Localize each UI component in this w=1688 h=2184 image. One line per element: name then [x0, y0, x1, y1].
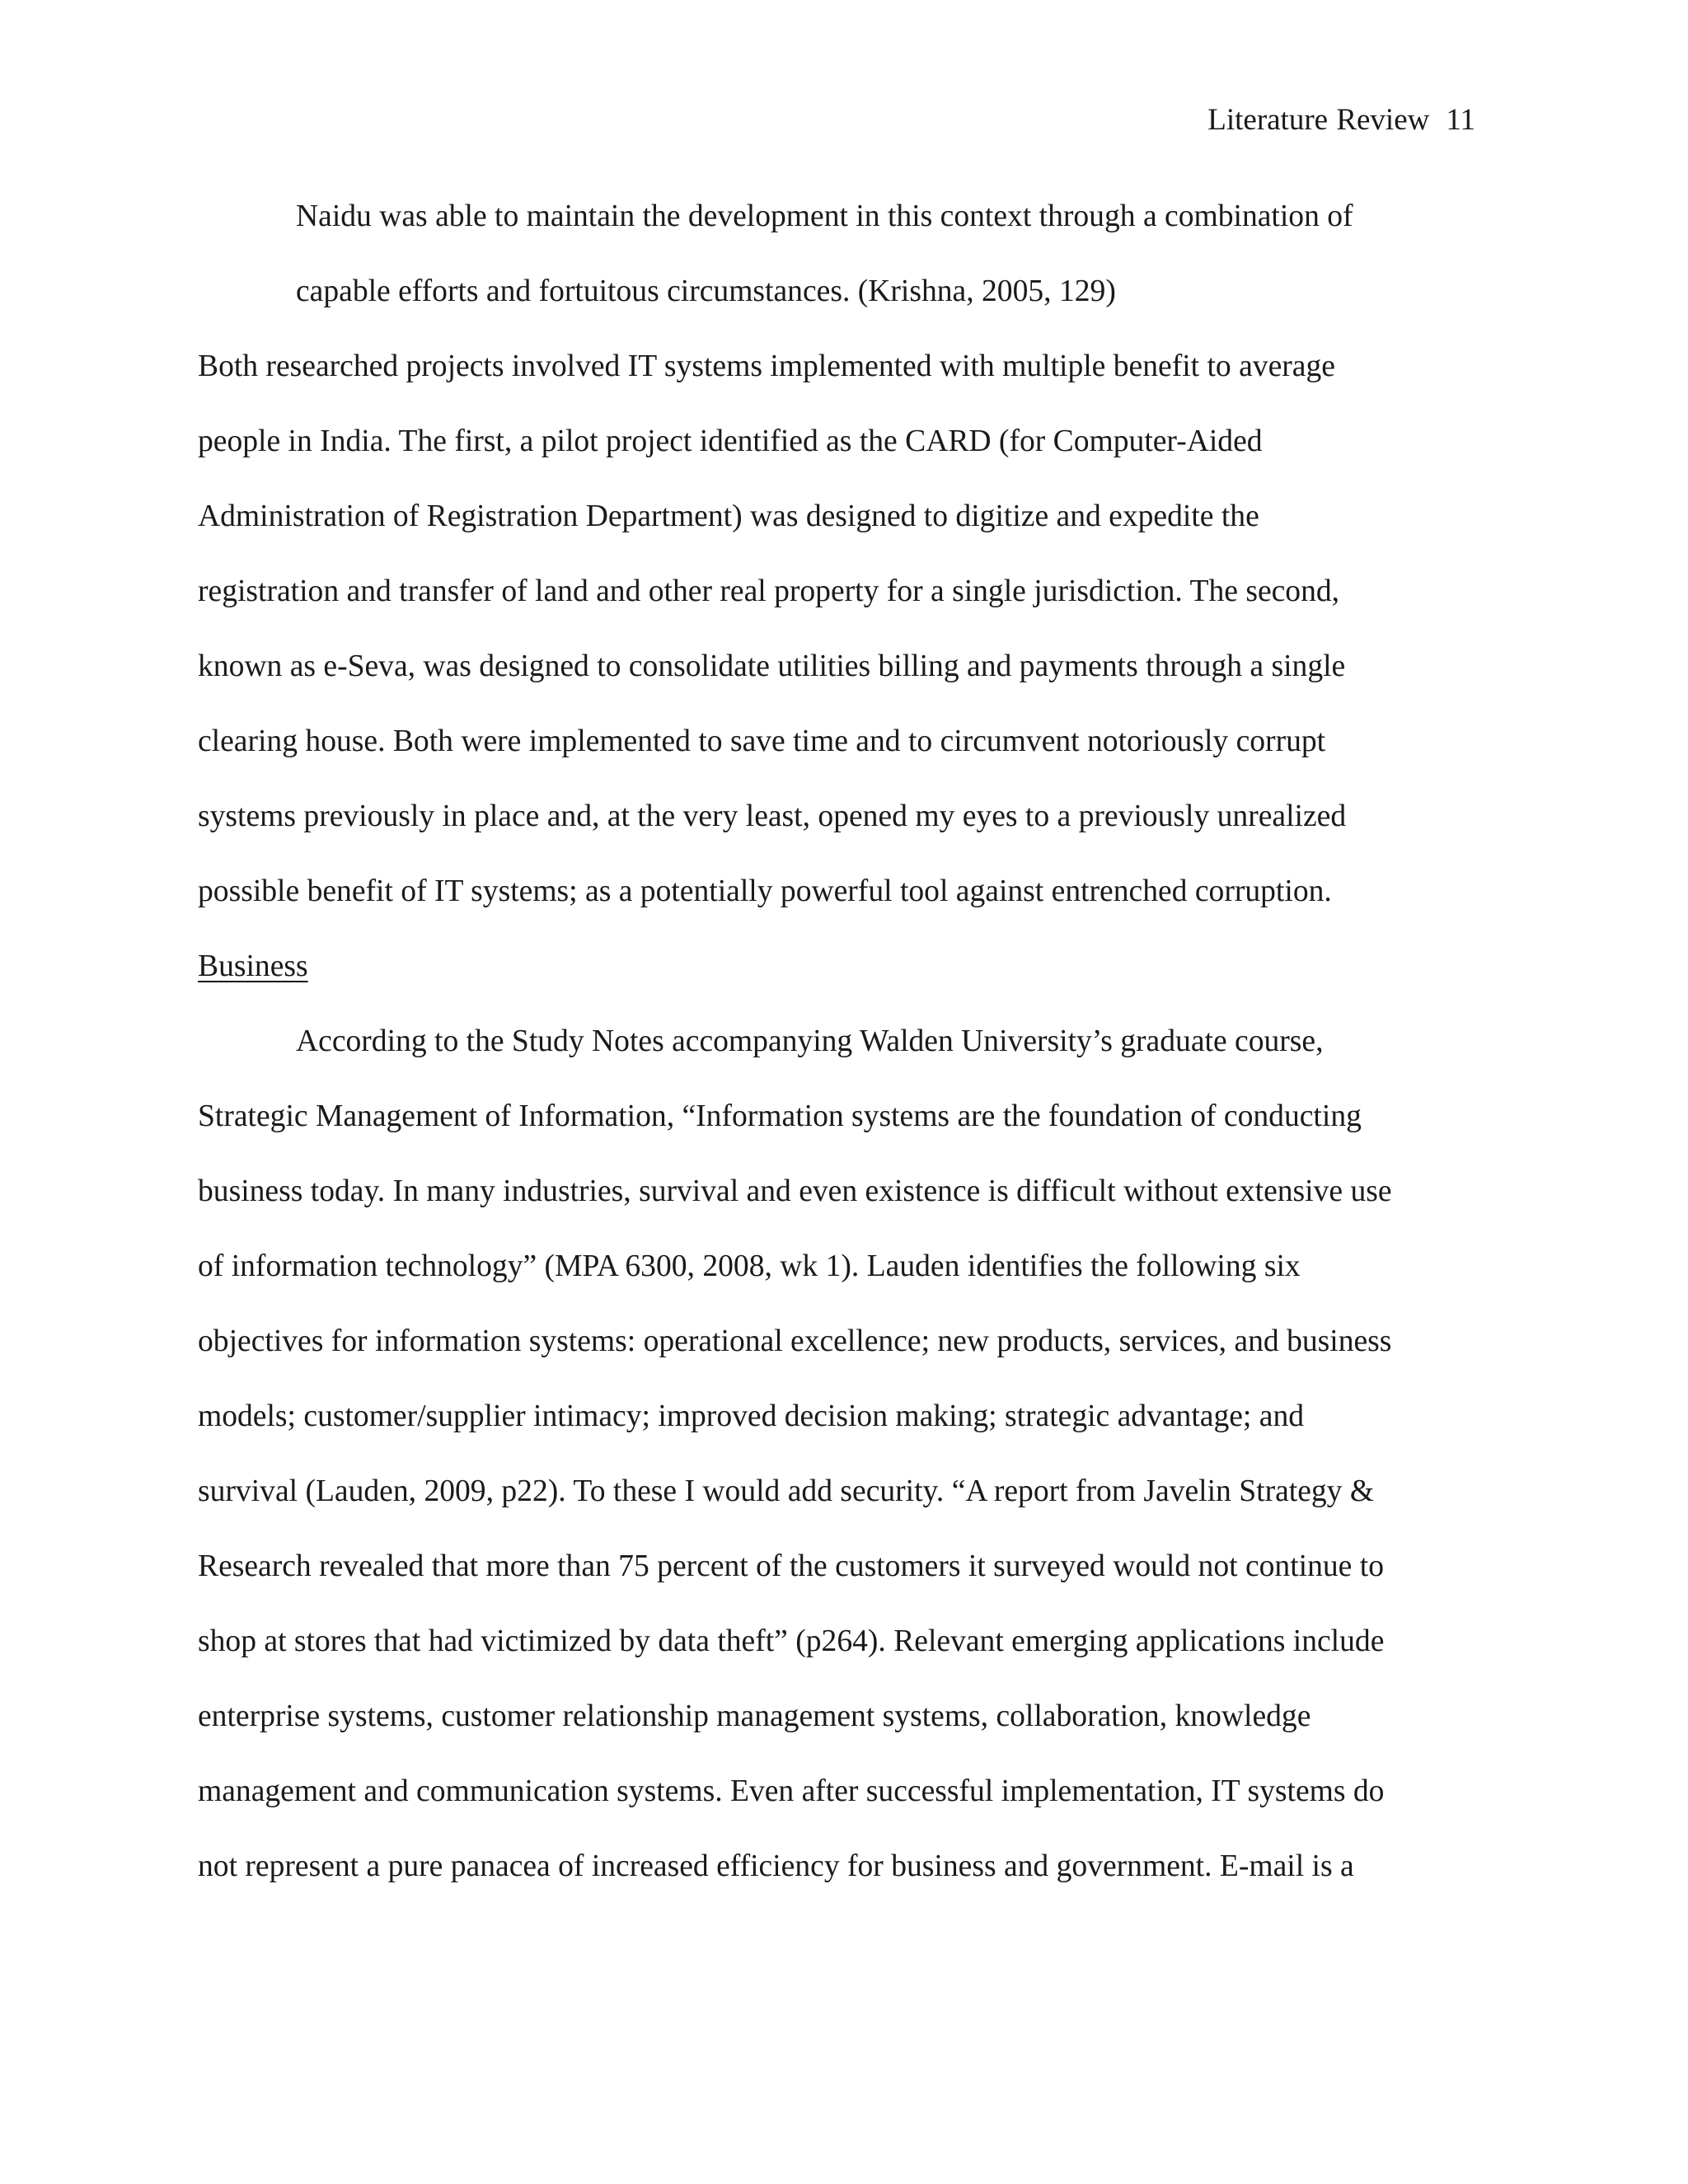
body-text-line: According to the Study Notes accompanying Walden University’s graduate course, — [296, 1024, 1324, 1058]
body-text-line: not represent a pure panacea of increased efficiency for business and government. E-mail is a — [198, 1849, 1354, 1883]
block-quote-line: Naidu was able to maintain the development in this context through a combination of — [296, 199, 1353, 233]
body-text-line: models; customer/supplier intimacy; improved decision making; strategic advantage; and — [198, 1399, 1305, 1433]
body-text-line: shop at stores that had victimized by data theft” (p264). Relevant emerging applications include — [198, 1624, 1385, 1658]
body-text-line: business today. In many industries, survival and even existence is difficult without extensive use — [198, 1174, 1392, 1208]
body-text-line: Both researched projects involved IT systems implemented with multiple benefit to average — [198, 349, 1335, 383]
body-text-line: survival (Lauden, 2009, p22). To these I would add security. “A report from Javelin Strategy & — [198, 1474, 1375, 1508]
body-text-line: possible benefit of IT systems; as a potentially powerful tool against entrenched corruption. — [198, 874, 1332, 908]
body-text-line: objectives for information systems: operational excellence; new products, services, and business — [198, 1324, 1392, 1358]
block-quote-line: capable efforts and fortuitous circumstances. (Krishna, 2005, 129) — [296, 274, 1116, 308]
body-text-line: known as e-Seva, was designed to consolidate utilities billing and payments through a single — [198, 649, 1346, 683]
running-head — [1207, 97, 1475, 143]
body-text-line: people in India. The first, a pilot project identified as the CARD (for Computer-Aided — [198, 424, 1263, 458]
body-text-line: clearing house. Both were implemented to save time and to circumvent notoriously corrupt — [198, 724, 1326, 758]
body-text-line: Research revealed that more than 75 percent of the customers it surveyed would not continue to — [198, 1549, 1384, 1583]
body-text-line: systems previously in place and, at the very least, opened my eyes to a previously unrealized — [198, 799, 1347, 833]
body-text-line: management and communication systems. Even after successful implementation, IT systems do — [198, 1774, 1385, 1808]
page-number: 11 — [1446, 103, 1475, 137]
body-text-line: enterprise systems, customer relationship management systems, collaboration, knowledge — [198, 1699, 1311, 1733]
body-text-line: of information technology” (MPA 6300, 2008, wk 1). Lauden identifies the following six — [198, 1249, 1301, 1283]
body-text-line: Strategic Management of Information, “Information systems are the foundation of conducting — [198, 1099, 1362, 1133]
body-text-line: registration and transfer of land and other real property for a single jurisdiction. The second, — [198, 574, 1340, 608]
section-heading-business: Business — [198, 949, 308, 983]
running-head-title: Literature Review — [1207, 103, 1430, 137]
body-text-line: Administration of Registration Department) was designed to digitize and expedite the — [198, 499, 1259, 533]
